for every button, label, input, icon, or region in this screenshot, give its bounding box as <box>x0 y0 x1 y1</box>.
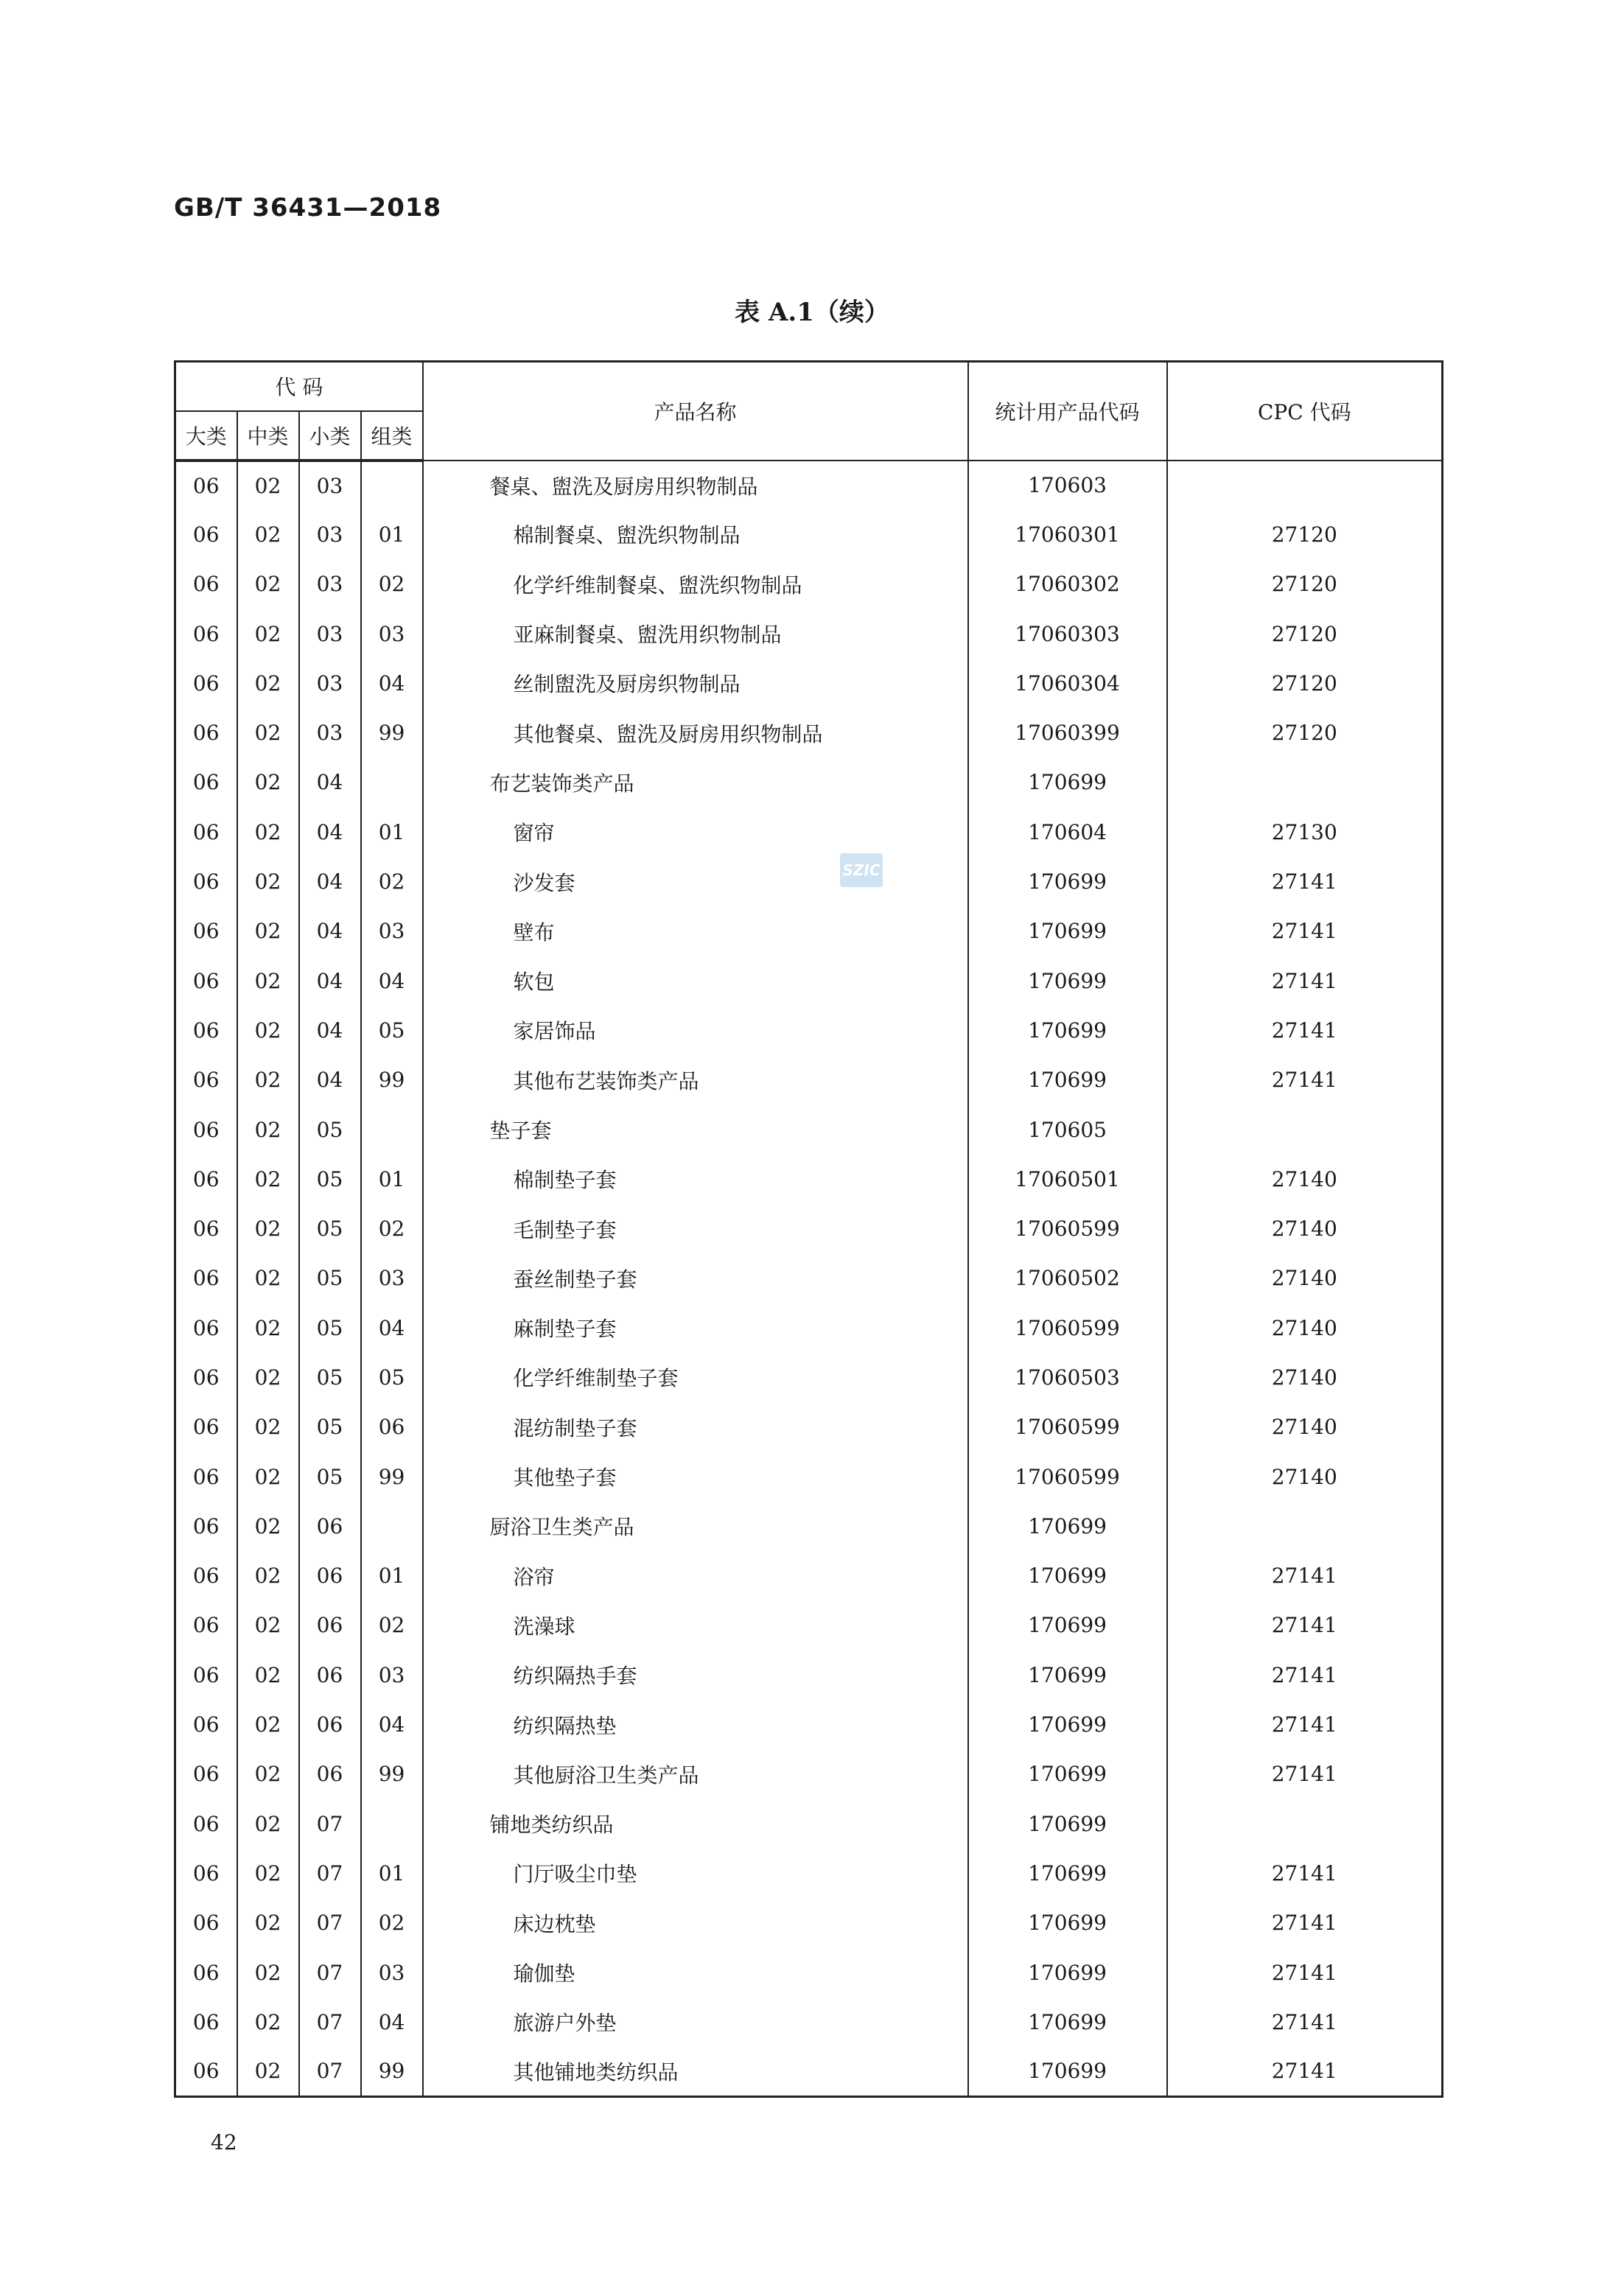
major-class-cell: 06 <box>175 1402 237 1452</box>
table-row <box>175 1155 1443 1204</box>
table-row <box>175 708 1443 757</box>
table-row <box>175 757 1443 807</box>
table-row <box>175 559 1443 609</box>
group-class-cell <box>361 1105 423 1154</box>
table-row <box>175 1452 1443 1501</box>
product-name-cell: 浴帘 <box>423 1551 968 1600</box>
table-row <box>175 857 1443 906</box>
group-class-cell: 99 <box>361 2047 423 2096</box>
cpc-code-cell: 27141 <box>1167 1650 1443 1700</box>
product-name-cell: 混纺制垫子套 <box>423 1402 968 1452</box>
cpc-code-cell: 27120 <box>1167 708 1443 757</box>
middle-class-cell: 02 <box>237 1947 299 1997</box>
middle-class-cell: 02 <box>237 1253 299 1303</box>
product-name-cell: 旅游户外垫 <box>423 1998 968 2047</box>
table-row <box>175 1898 1443 1947</box>
table-row <box>175 510 1443 559</box>
product-name-cell: 其他厨浴卫生类产品 <box>423 1749 968 1799</box>
stat-code-cell: 170699 <box>968 1998 1167 2047</box>
minor-class-cell: 06 <box>299 1749 361 1799</box>
minor-class-cell: 03 <box>299 659 361 708</box>
table-row <box>175 1600 1443 1650</box>
minor-class-cell: 04 <box>299 906 361 956</box>
group-class-cell: 04 <box>361 1700 423 1749</box>
minor-class-cell: 03 <box>299 510 361 559</box>
major-class-cell: 06 <box>175 1700 237 1749</box>
major-class-cell: 06 <box>175 1105 237 1154</box>
stat-code-cell: 17060501 <box>968 1155 1167 1204</box>
major-class-header: 大类 <box>175 411 237 461</box>
major-class-cell: 06 <box>175 1204 237 1253</box>
middle-class-cell: 02 <box>237 956 299 1005</box>
product-name-cell: 棉制垫子套 <box>423 1155 968 1204</box>
middle-class-cell: 02 <box>237 1402 299 1452</box>
major-class-cell: 06 <box>175 1600 237 1650</box>
product-name-cell: 化学纤维制餐桌、盥洗织物制品 <box>423 559 968 609</box>
group-class-cell: 04 <box>361 659 423 708</box>
product-name-cell: 其他垫子套 <box>423 1452 968 1501</box>
product-name-cell: 丝制盥洗及厨房织物制品 <box>423 659 968 708</box>
cpc-code-cell <box>1167 1502 1443 1551</box>
cpc-code-cell: 27140 <box>1167 1155 1443 1204</box>
stat-code-cell: 17060304 <box>968 659 1167 708</box>
table-row <box>175 1849 1443 1898</box>
middle-class-cell: 02 <box>237 808 299 857</box>
minor-class-cell: 05 <box>299 1204 361 1253</box>
group-class-cell: 06 <box>361 1402 423 1452</box>
product-name-cell: 亚麻制餐桌、盥洗用织物制品 <box>423 609 968 658</box>
stat-code-cell: 170699 <box>968 1898 1167 1947</box>
product-name-cell: 蚕丝制垫子套 <box>423 1253 968 1303</box>
cpc-code-cell: 27141 <box>1167 857 1443 906</box>
cpc-code-cell: 27120 <box>1167 559 1443 609</box>
table-row <box>175 1402 1443 1452</box>
middle-class-cell: 02 <box>237 1055 299 1105</box>
middle-class-cell: 02 <box>237 659 299 708</box>
cpc-code-cell: 27140 <box>1167 1353 1443 1402</box>
minor-class-cell: 06 <box>299 1600 361 1650</box>
name-column-header: 产品名称 <box>423 362 968 461</box>
stat-code-column-header: 统计用产品代码 <box>968 362 1167 461</box>
group-class-header: 组类 <box>361 411 423 461</box>
middle-class-cell: 02 <box>237 857 299 906</box>
table-row <box>175 1551 1443 1600</box>
major-class-cell: 06 <box>175 906 237 956</box>
major-class-cell: 06 <box>175 808 237 857</box>
product-name-cell: 纺织隔热手套 <box>423 1650 968 1700</box>
group-class-cell: 01 <box>361 1551 423 1600</box>
major-class-cell: 06 <box>175 1998 237 2047</box>
group-class-cell: 04 <box>361 1998 423 2047</box>
group-class-cell: 03 <box>361 1253 423 1303</box>
major-class-cell: 06 <box>175 2047 237 2096</box>
cpc-code-cell: 27141 <box>1167 1006 1443 1055</box>
cpc-code-cell: 27141 <box>1167 1551 1443 1600</box>
major-class-cell: 06 <box>175 1947 237 1997</box>
cpc-code-cell: 27120 <box>1167 609 1443 658</box>
minor-class-cell: 04 <box>299 1006 361 1055</box>
product-name-cell: 棉制餐桌、盥洗织物制品 <box>423 510 968 559</box>
group-class-cell: 05 <box>361 1006 423 1055</box>
middle-class-cell: 02 <box>237 1799 299 1849</box>
minor-class-cell: 05 <box>299 1253 361 1303</box>
group-class-cell <box>361 1799 423 1849</box>
cpc-code-cell: 27141 <box>1167 906 1443 956</box>
group-class-cell: 01 <box>361 1849 423 1898</box>
middle-class-cell: 02 <box>237 2047 299 2096</box>
table-body <box>175 461 1443 2097</box>
table-row <box>175 906 1443 956</box>
minor-class-cell: 07 <box>299 1849 361 1898</box>
major-class-cell: 06 <box>175 1898 237 1947</box>
major-class-cell: 06 <box>175 1155 237 1204</box>
product-name-cell: 家居饰品 <box>423 1006 968 1055</box>
product-name-cell: 洗澡球 <box>423 1600 968 1650</box>
group-class-cell: 04 <box>361 956 423 1005</box>
code-group-header: 代 码 <box>175 362 423 411</box>
stat-code-cell: 170699 <box>968 906 1167 956</box>
group-class-cell: 04 <box>361 1303 423 1353</box>
group-class-cell: 99 <box>361 1749 423 1799</box>
cpc-code-cell: 27141 <box>1167 2047 1443 2096</box>
major-class-cell: 06 <box>175 461 237 510</box>
major-class-cell: 06 <box>175 559 237 609</box>
major-class-cell: 06 <box>175 1253 237 1303</box>
stat-code-cell: 170699 <box>968 1006 1167 1055</box>
major-class-cell: 06 <box>175 1055 237 1105</box>
product-name-cell: 厨浴卫生类产品 <box>423 1502 968 1551</box>
middle-class-cell: 02 <box>237 1700 299 1749</box>
table-row <box>175 2047 1443 2096</box>
table-row <box>175 659 1443 708</box>
group-class-cell: 99 <box>361 1055 423 1105</box>
product-name-cell: 窗帘 <box>423 808 968 857</box>
group-class-cell: 02 <box>361 559 423 609</box>
stat-code-cell: 17060303 <box>968 609 1167 658</box>
middle-class-cell: 02 <box>237 1849 299 1898</box>
table-row <box>175 1303 1443 1353</box>
stat-code-cell: 170699 <box>968 1799 1167 1849</box>
major-class-cell: 06 <box>175 1849 237 1898</box>
group-class-cell: 05 <box>361 1353 423 1402</box>
table-row <box>175 1253 1443 1303</box>
cpc-code-cell: 27141 <box>1167 1055 1443 1105</box>
middle-class-cell: 02 <box>237 708 299 757</box>
product-name-cell: 其他餐桌、盥洗及厨房用织物制品 <box>423 708 968 757</box>
major-class-cell: 06 <box>175 708 237 757</box>
stat-code-cell: 170699 <box>968 956 1167 1005</box>
product-name-cell: 其他铺地类纺织品 <box>423 2047 968 2096</box>
major-class-cell: 06 <box>175 1006 237 1055</box>
product-code-table <box>174 360 1443 2098</box>
cpc-code-cell: 27141 <box>1167 1849 1443 1898</box>
middle-class-cell: 02 <box>237 461 299 510</box>
minor-class-cell: 04 <box>299 757 361 807</box>
minor-class-cell: 05 <box>299 1353 361 1402</box>
stat-code-cell: 17060399 <box>968 708 1167 757</box>
middle-class-cell: 02 <box>237 1749 299 1799</box>
standard-id: GB/T 36431—2018 <box>174 193 442 223</box>
product-name-cell: 软包 <box>423 956 968 1005</box>
stat-code-cell: 170699 <box>968 2047 1167 2096</box>
cpc-code-cell: 27141 <box>1167 1600 1443 1650</box>
middle-class-cell: 02 <box>237 1898 299 1947</box>
middle-class-cell: 02 <box>237 559 299 609</box>
minor-class-cell: 03 <box>299 559 361 609</box>
cpc-code-cell: 27120 <box>1167 510 1443 559</box>
major-class-cell: 06 <box>175 1353 237 1402</box>
group-class-cell: 02 <box>361 1600 423 1650</box>
major-class-cell: 06 <box>175 757 237 807</box>
table-row <box>175 609 1443 658</box>
cpc-code-cell <box>1167 461 1443 510</box>
middle-class-cell: 02 <box>237 1204 299 1253</box>
table-row <box>175 1006 1443 1055</box>
cpc-code-cell: 27141 <box>1167 956 1443 1005</box>
product-name-cell: 铺地类纺织品 <box>423 1799 968 1849</box>
group-class-cell: 99 <box>361 708 423 757</box>
stat-code-cell: 17060599 <box>968 1204 1167 1253</box>
major-class-cell: 06 <box>175 1452 237 1501</box>
major-class-cell: 06 <box>175 510 237 559</box>
group-class-cell <box>361 1502 423 1551</box>
stat-code-cell: 17060301 <box>968 510 1167 559</box>
minor-class-cell: 06 <box>299 1650 361 1700</box>
product-name-cell: 壁布 <box>423 906 968 956</box>
product-name-cell: 其他布艺装饰类产品 <box>423 1055 968 1105</box>
cpc-code-cell <box>1167 757 1443 807</box>
cpc-code-cell <box>1167 1799 1443 1849</box>
table-row <box>175 1204 1443 1253</box>
minor-class-cell: 03 <box>299 609 361 658</box>
stat-code-cell: 17060599 <box>968 1452 1167 1501</box>
minor-class-cell: 07 <box>299 1947 361 1997</box>
product-name-cell: 麻制垫子套 <box>423 1303 968 1353</box>
major-class-cell: 06 <box>175 1799 237 1849</box>
stat-code-cell: 170699 <box>968 1947 1167 1997</box>
minor-class-cell: 05 <box>299 1155 361 1204</box>
minor-class-cell: 05 <box>299 1105 361 1154</box>
table-row <box>175 1799 1443 1849</box>
cpc-code-cell: 27140 <box>1167 1204 1443 1253</box>
cpc-code-cell: 27130 <box>1167 808 1443 857</box>
group-class-cell: 02 <box>361 1898 423 1947</box>
product-name-cell: 布艺装饰类产品 <box>423 757 968 807</box>
major-class-cell: 06 <box>175 956 237 1005</box>
product-name-cell: 床边枕垫 <box>423 1898 968 1947</box>
stat-code-cell: 170604 <box>968 808 1167 857</box>
stat-code-cell: 170699 <box>968 1551 1167 1600</box>
stat-code-cell: 170603 <box>968 461 1167 510</box>
product-name-cell: 垫子套 <box>423 1105 968 1154</box>
watermark-logo: SZIC <box>840 853 883 887</box>
table-row <box>175 1353 1443 1402</box>
major-class-cell: 06 <box>175 1303 237 1353</box>
stat-code-cell: 170699 <box>968 757 1167 807</box>
major-class-cell: 06 <box>175 1502 237 1551</box>
group-class-cell: 02 <box>361 1204 423 1253</box>
minor-class-cell: 03 <box>299 708 361 757</box>
product-name-cell: 毛制垫子套 <box>423 1204 968 1253</box>
minor-class-cell: 04 <box>299 956 361 1005</box>
product-name-cell: 餐桌、盥洗及厨房用织物制品 <box>423 461 968 510</box>
product-name-cell: 化学纤维制垫子套 <box>423 1353 968 1402</box>
stat-code-cell: 170699 <box>968 1055 1167 1105</box>
middle-class-cell: 02 <box>237 1105 299 1154</box>
cpc-code-cell: 27141 <box>1167 1749 1443 1799</box>
product-name-cell: 瑜伽垫 <box>423 1947 968 1997</box>
cpc-code-cell: 27140 <box>1167 1402 1443 1452</box>
table-row <box>175 956 1443 1005</box>
minor-class-cell: 05 <box>299 1402 361 1452</box>
product-name-cell: 沙发套 <box>423 857 968 906</box>
stat-code-cell: 17060503 <box>968 1353 1167 1402</box>
minor-class-cell: 07 <box>299 2047 361 2096</box>
cpc-code-cell: 27141 <box>1167 1947 1443 1997</box>
cpc-code-cell: 27141 <box>1167 1998 1443 2047</box>
middle-class-cell: 02 <box>237 1452 299 1501</box>
middle-class-cell: 02 <box>237 906 299 956</box>
stat-code-cell: 17060599 <box>968 1402 1167 1452</box>
middle-class-cell: 02 <box>237 1650 299 1700</box>
stat-code-cell: 17060302 <box>968 559 1167 609</box>
minor-class-cell: 04 <box>299 1055 361 1105</box>
stat-code-cell: 17060599 <box>968 1303 1167 1353</box>
minor-class-header: 小类 <box>299 411 361 461</box>
product-name-cell: 门厅吸尘巾垫 <box>423 1849 968 1898</box>
minor-class-cell: 07 <box>299 1898 361 1947</box>
group-class-cell: 03 <box>361 1650 423 1700</box>
middle-class-cell: 02 <box>237 1998 299 2047</box>
group-class-cell: 03 <box>361 1947 423 1997</box>
stat-code-cell: 170699 <box>968 1600 1167 1650</box>
stat-code-cell: 170699 <box>968 1749 1167 1799</box>
cpc-code-cell: 27120 <box>1167 659 1443 708</box>
middle-class-cell: 02 <box>237 757 299 807</box>
table-row <box>175 1105 1443 1154</box>
minor-class-cell: 03 <box>299 461 361 510</box>
group-class-cell: 99 <box>361 1452 423 1501</box>
minor-class-cell: 06 <box>299 1700 361 1749</box>
product-name-cell: 纺织隔热垫 <box>423 1700 968 1749</box>
minor-class-cell: 05 <box>299 1303 361 1353</box>
page-number: 42 <box>211 2130 237 2154</box>
middle-class-cell: 02 <box>237 1502 299 1551</box>
group-class-cell: 01 <box>361 808 423 857</box>
group-class-cell <box>361 757 423 807</box>
minor-class-cell: 04 <box>299 857 361 906</box>
table-row <box>175 1055 1443 1105</box>
group-class-cell: 02 <box>361 857 423 906</box>
table-row <box>175 1650 1443 1700</box>
table-row <box>175 1700 1443 1749</box>
cpc-code-cell: 27141 <box>1167 1700 1443 1749</box>
major-class-cell: 06 <box>175 609 237 658</box>
minor-class-cell: 06 <box>299 1551 361 1600</box>
major-class-cell: 06 <box>175 1551 237 1600</box>
minor-class-cell: 07 <box>299 1998 361 2047</box>
cpc-code-column-header: CPC 代码 <box>1167 362 1443 461</box>
table-row <box>175 1998 1443 2047</box>
middle-class-cell: 02 <box>237 1006 299 1055</box>
middle-class-cell: 02 <box>237 1551 299 1600</box>
cpc-code-cell <box>1167 1105 1443 1154</box>
middle-class-header: 中类 <box>237 411 299 461</box>
middle-class-cell: 02 <box>237 1600 299 1650</box>
cpc-code-cell: 27140 <box>1167 1452 1443 1501</box>
middle-class-cell: 02 <box>237 1353 299 1402</box>
middle-class-cell: 02 <box>237 1155 299 1204</box>
major-class-cell: 06 <box>175 1749 237 1799</box>
major-class-cell: 06 <box>175 1650 237 1700</box>
minor-class-cell: 06 <box>299 1502 361 1551</box>
minor-class-cell: 07 <box>299 1799 361 1849</box>
stat-code-cell: 170699 <box>968 1700 1167 1749</box>
major-class-cell: 06 <box>175 659 237 708</box>
stat-code-cell: 170699 <box>968 857 1167 906</box>
middle-class-cell: 02 <box>237 1303 299 1353</box>
table-row <box>175 808 1443 857</box>
table-row <box>175 461 1443 510</box>
table-row <box>175 1947 1443 1997</box>
table-row <box>175 1502 1443 1551</box>
cpc-code-cell: 27141 <box>1167 1898 1443 1947</box>
major-class-cell: 06 <box>175 857 237 906</box>
stat-code-cell: 170699 <box>968 1502 1167 1551</box>
stat-code-cell: 170699 <box>968 1849 1167 1898</box>
cpc-code-cell: 27140 <box>1167 1303 1443 1353</box>
table-title: 表 A.1（续） <box>735 298 889 327</box>
minor-class-cell: 05 <box>299 1452 361 1501</box>
cpc-code-cell: 27140 <box>1167 1253 1443 1303</box>
group-class-cell: 03 <box>361 609 423 658</box>
table-row <box>175 1749 1443 1799</box>
middle-class-cell: 02 <box>237 510 299 559</box>
stat-code-cell: 170605 <box>968 1105 1167 1154</box>
minor-class-cell: 04 <box>299 808 361 857</box>
stat-code-cell: 17060502 <box>968 1253 1167 1303</box>
group-class-cell: 03 <box>361 906 423 956</box>
group-class-cell <box>361 461 423 510</box>
group-class-cell: 01 <box>361 510 423 559</box>
group-class-cell: 01 <box>361 1155 423 1204</box>
stat-code-cell: 170699 <box>968 1650 1167 1700</box>
middle-class-cell: 02 <box>237 609 299 658</box>
